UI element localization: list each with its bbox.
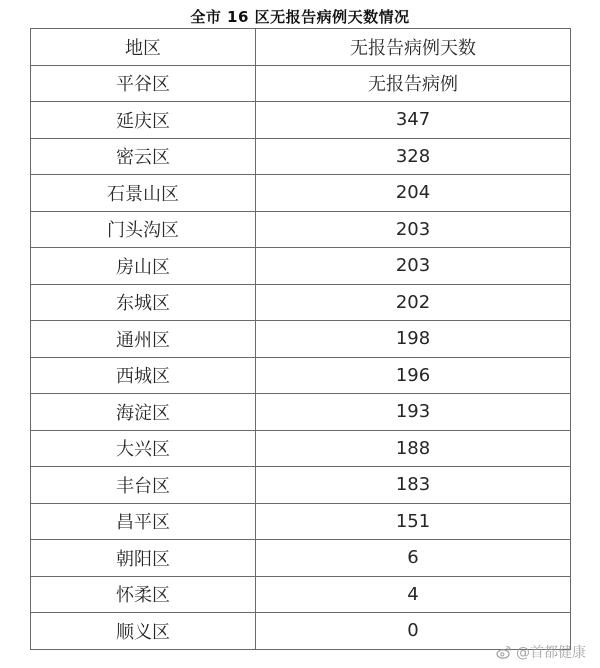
page-title: 全市 16 区无报告病例天数情况 [190, 8, 410, 26]
table-row [31, 357, 571, 394]
days-cell: 202 [256, 284, 571, 321]
days-cell: 328 [256, 138, 571, 175]
table-row [31, 284, 571, 321]
district-cell: 朝阳区 [31, 540, 256, 577]
district-cell: 海淀区 [31, 394, 256, 431]
days-cell: 188 [256, 430, 571, 467]
table-row [31, 576, 571, 613]
table-row [31, 175, 571, 212]
district-cell: 西城区 [31, 357, 256, 394]
district-cell: 东城区 [31, 284, 256, 321]
days-cell: 198 [256, 321, 571, 358]
district-cell: 平谷区 [31, 65, 256, 102]
days-cell: 151 [256, 503, 571, 540]
district-cell: 顺义区 [31, 613, 256, 650]
district-cell: 怀柔区 [31, 576, 256, 613]
district-cell: 丰台区 [31, 467, 256, 504]
table-row [31, 248, 571, 285]
table-row [31, 211, 571, 248]
watermark [496, 642, 586, 662]
table-row [31, 613, 571, 650]
days-cell: 196 [256, 357, 571, 394]
days-cell: 4 [256, 576, 571, 613]
table-header-row [31, 29, 571, 66]
days-cell: 183 [256, 467, 571, 504]
district-cell: 昌平区 [31, 503, 256, 540]
days-cell: 204 [256, 175, 571, 212]
days-cell: 203 [256, 211, 571, 248]
no-case-days-table [30, 28, 571, 650]
days-cell: 无报告病例 [256, 65, 571, 102]
table-row [31, 540, 571, 577]
table-row [31, 430, 571, 467]
table-row [31, 321, 571, 358]
table-row [31, 503, 571, 540]
column-header-days: 无报告病例天数 [256, 29, 571, 66]
days-cell: 193 [256, 394, 571, 431]
watermark-text: @首都健康 [516, 645, 586, 661]
days-cell: 6 [256, 540, 571, 577]
weibo-logo-icon [496, 644, 512, 660]
days-cell: 203 [256, 248, 571, 285]
days-cell: 0 [256, 613, 571, 650]
district-cell: 延庆区 [31, 102, 256, 139]
district-cell: 石景山区 [31, 175, 256, 212]
district-cell: 门头沟区 [31, 211, 256, 248]
table-row [31, 467, 571, 504]
days-cell: 347 [256, 102, 571, 139]
district-cell: 通州区 [31, 321, 256, 358]
district-cell: 大兴区 [31, 430, 256, 467]
column-header-district: 地区 [31, 29, 256, 66]
district-cell: 房山区 [31, 248, 256, 285]
table-row [31, 65, 571, 102]
table-row [31, 394, 571, 431]
table-row [31, 102, 571, 139]
table-row [31, 138, 571, 175]
district-cell: 密云区 [31, 138, 256, 175]
